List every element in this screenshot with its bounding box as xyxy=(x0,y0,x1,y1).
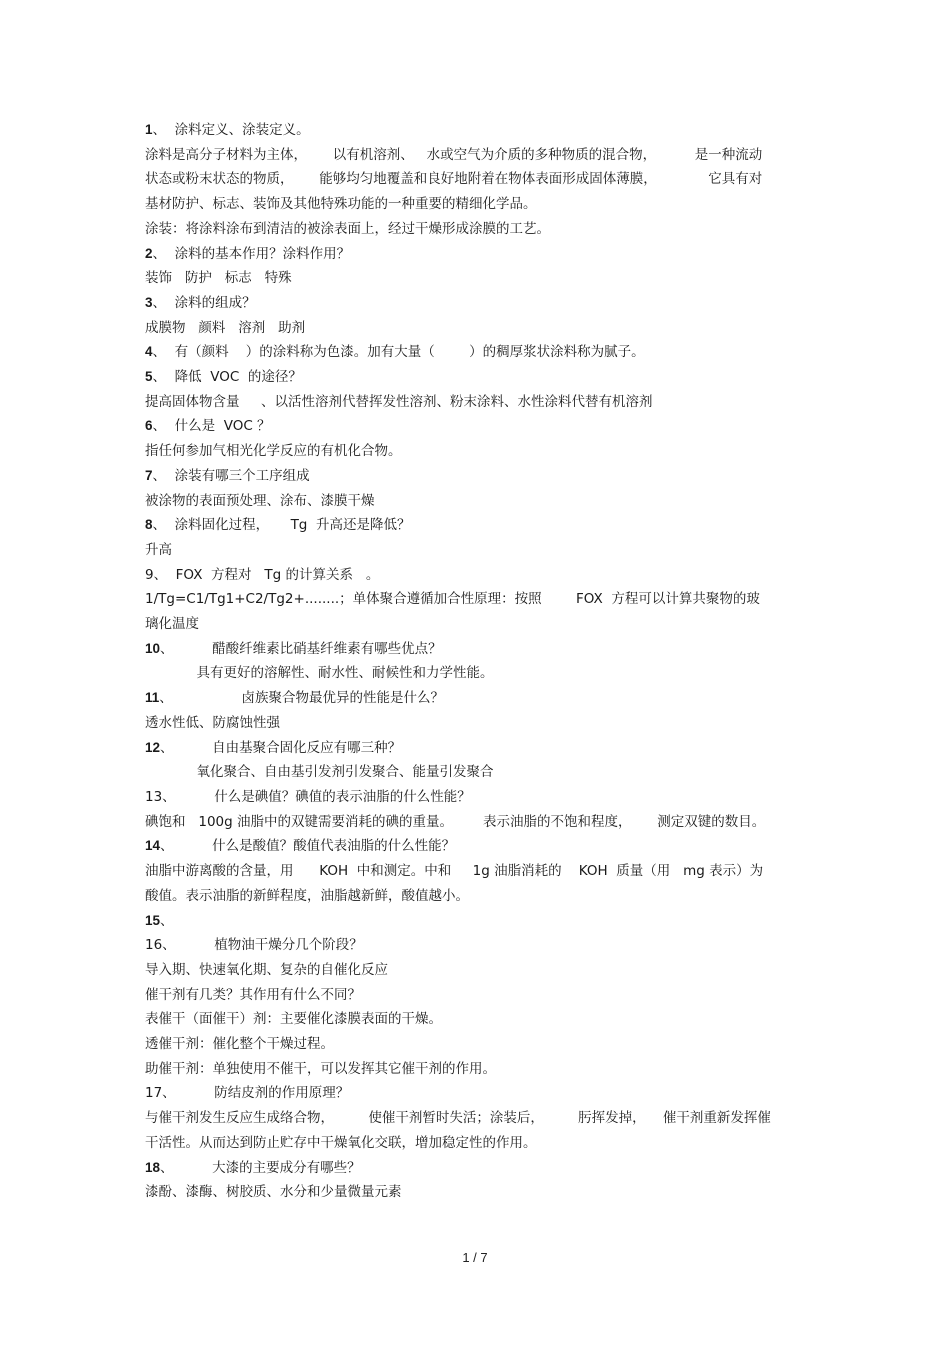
page-number: 1 / 7 xyxy=(462,1250,488,1265)
question-number: 11 xyxy=(145,690,160,706)
question-separator: 、 xyxy=(152,344,175,361)
question-separator: 、 xyxy=(160,838,213,855)
text-line xyxy=(145,661,805,686)
text-line xyxy=(145,242,805,267)
text-line xyxy=(145,1156,805,1181)
text-line xyxy=(145,192,805,217)
question-separator: 、 xyxy=(152,369,175,386)
question-separator: 、 xyxy=(152,245,175,262)
text-line xyxy=(145,316,805,341)
line-text: 1/Tg=C1/Tg1+C2/Tg2+........；单体聚合遵循加合性原理：按照 FOX 方程可以计算共聚物的玻 xyxy=(145,591,760,608)
line-text: 状态或粉末状态的物质， 能够均匀地覆盖和良好地附着在物体表面形成固体薄膜， 它具有对 xyxy=(145,171,763,188)
text-line xyxy=(145,760,805,785)
question-number: 7 xyxy=(145,467,153,483)
line-text: 升高 xyxy=(145,541,172,558)
text-line xyxy=(145,637,805,662)
line-text: 卤族聚合物最优异的性能是什么？ xyxy=(241,690,444,707)
text-line xyxy=(145,489,805,514)
text-line xyxy=(145,340,805,365)
text-line xyxy=(145,390,805,415)
question-number: 5 xyxy=(145,369,153,385)
line-text: 涂料的基本作用？涂料作用？ xyxy=(174,245,351,262)
question-separator: 、 xyxy=(159,690,242,707)
text-line xyxy=(145,810,805,835)
line-text: 醋酸纤维素比硝基纤维素有哪些优点？ xyxy=(212,640,442,657)
question-number: 4 xyxy=(145,344,153,360)
line-text: 自由基聚合固化反应有哪三种？ xyxy=(212,739,402,756)
text-line xyxy=(145,736,805,761)
question-number: 6 xyxy=(145,418,153,434)
document-body xyxy=(145,118,805,1205)
line-text: 助催干剂：单独使用不催干，可以发挥其它催干剂的作用。 xyxy=(145,1060,496,1077)
text-line xyxy=(145,859,805,884)
text-line xyxy=(145,414,805,439)
line-text: 涂装：将涂料涂布到清洁的被涂表面上，经过干燥形成涂膜的工艺。 xyxy=(145,220,550,237)
line-text: 有（颜料 ）的涂料称为色漆。加有大量（ ）的稠厚浆状涂料称为腻子。 xyxy=(174,344,645,361)
line-text: 16、 植物油干燥分几个阶段？ xyxy=(145,937,363,954)
text-line xyxy=(145,1180,805,1205)
text-line xyxy=(145,217,805,242)
text-line xyxy=(145,563,805,588)
text-line xyxy=(145,884,805,909)
line-text: 漆酚、漆酶、树胶质、水分和少量微量元素 xyxy=(145,1184,402,1201)
question-number: 10 xyxy=(145,640,161,656)
line-text: 大漆的主要成分有哪些？ xyxy=(212,1159,361,1176)
text-line xyxy=(145,1081,805,1106)
text-line xyxy=(145,513,805,538)
text-line xyxy=(145,1032,805,1057)
text-line xyxy=(145,167,805,192)
line-text: 被涂物的表面预处理、涂布、漆膜干燥 xyxy=(145,492,375,509)
line-text: 表催干（面催干）剂：主要催化漆膜表面的干燥。 xyxy=(145,1011,442,1028)
text-line xyxy=(145,612,805,637)
line-text: 涂装有哪三个工序组成 xyxy=(174,467,310,484)
text-line xyxy=(145,439,805,464)
question-number: 1 xyxy=(145,122,153,137)
text-line xyxy=(145,365,805,390)
text-line xyxy=(145,291,805,316)
text-line xyxy=(145,538,805,563)
line-text: 透催干剂：催化整个干燥过程。 xyxy=(145,1036,334,1053)
text-line xyxy=(145,933,805,958)
line-text: 基材防护、标志、装饰及其他特殊功能的一种重要的精细化学品。 xyxy=(145,196,537,213)
line-text: 成膜物 颜料 溶剂 助剂 xyxy=(145,319,306,336)
text-line xyxy=(145,464,805,489)
line-text: 什么是酸值？酸值代表油脂的什么性能？ xyxy=(212,838,456,855)
question-separator: 、 xyxy=(152,467,175,484)
line-text: 指任何参加气相光化学反应的有机化合物。 xyxy=(145,443,402,460)
text-line xyxy=(145,909,805,934)
question-number: 14 xyxy=(145,838,161,854)
text-line xyxy=(145,711,805,736)
question-number: 2 xyxy=(145,245,153,261)
text-line xyxy=(145,686,805,711)
question-separator: 、 xyxy=(160,739,213,756)
line-text: 干活性。从而达到防止贮存中干燥氧化交联，增加稳定性的作用。 xyxy=(145,1134,537,1151)
line-text: 涂料定义、涂装定义。 xyxy=(174,122,310,138)
question-number: 3 xyxy=(145,294,153,310)
text-line xyxy=(145,1131,805,1156)
question-separator: 、 xyxy=(160,912,174,929)
line-text: 17、 防结皮剂的作用原理？ xyxy=(145,1085,350,1102)
line-text: 碘饱和 100g 油脂中的双键需要消耗的碘的重量。 表示油脂的不饱和程度， 测定双键的数目。 xyxy=(145,813,766,830)
line-text: 导入期、快速氧化期、复杂的自催化反应 xyxy=(145,961,388,978)
text-line xyxy=(145,118,805,143)
text-line xyxy=(145,983,805,1008)
question-number: 12 xyxy=(145,739,161,755)
question-separator: 、 xyxy=(152,294,175,311)
question-number: 18 xyxy=(145,1159,161,1175)
line-text: 与催干剂发生反应生成络合物， 使催干剂暂时失活；涂装后， 肟挥发掉， 催干剂重新发挥催 xyxy=(145,1110,771,1127)
question-separator: 、 xyxy=(152,122,175,138)
question-separator: 、 xyxy=(160,1159,213,1176)
line-text: 璃化温度 xyxy=(145,616,199,633)
text-line xyxy=(145,1007,805,1032)
question-separator: 、 xyxy=(152,418,175,435)
text-line xyxy=(145,1057,805,1082)
text-line xyxy=(145,834,805,859)
line-text: 酸值。表示油脂的新鲜程度，油脂越新鲜，酸值越小。 xyxy=(145,887,469,904)
line-text: 降低 VOC 的途径？ xyxy=(174,369,302,386)
line-text: 催干剂有几类？其作用有什么不同？ xyxy=(145,986,361,1003)
text-line xyxy=(145,266,805,291)
text-line xyxy=(145,958,805,983)
text-line xyxy=(145,1106,805,1131)
line-text: 油脂中游离酸的含量，用 KOH 中和测定。中和 1g 油脂消耗的 KOH 质量（用 mg 表示）为 xyxy=(145,863,764,880)
text-line xyxy=(145,587,805,612)
line-text: 涂料固化过程， Tg 升高还是降低？ xyxy=(174,517,411,534)
line-text: 氧化聚合、自由基引发剂引发聚合、能量引发聚合 xyxy=(145,764,494,781)
line-text: 提高固体物含量 、以活性溶剂代替挥发性溶剂、粉末涂料、水性涂料代替有机溶剂 xyxy=(145,393,653,410)
line-text: 具有更好的溶解性、耐水性、耐候性和力学性能。 xyxy=(145,665,494,682)
line-text: 什么是 VOC ？ xyxy=(174,418,271,435)
text-line xyxy=(145,143,805,168)
line-text: 涂料是高分子材料为主体， 以有机溶剂、 水或空气为介质的多种物质的混合物， 是一种流动 xyxy=(145,146,763,163)
question-number: 15 xyxy=(145,912,161,928)
question-separator: 、 xyxy=(160,640,213,657)
question-number: 8 xyxy=(145,517,153,533)
text-line xyxy=(145,785,805,810)
line-text: 9、 FOX 方程对 Tg 的计算关系 。 xyxy=(145,566,380,583)
line-text: 13、 什么是碘值？碘值的表示油脂的什么性能？ xyxy=(145,788,471,805)
line-text: 透水性低、防腐蚀性强 xyxy=(145,714,280,731)
line-text: 涂料的组成？ xyxy=(174,294,256,311)
question-separator: 、 xyxy=(152,517,175,534)
line-text: 装饰 防护 标志 特殊 xyxy=(145,270,292,287)
